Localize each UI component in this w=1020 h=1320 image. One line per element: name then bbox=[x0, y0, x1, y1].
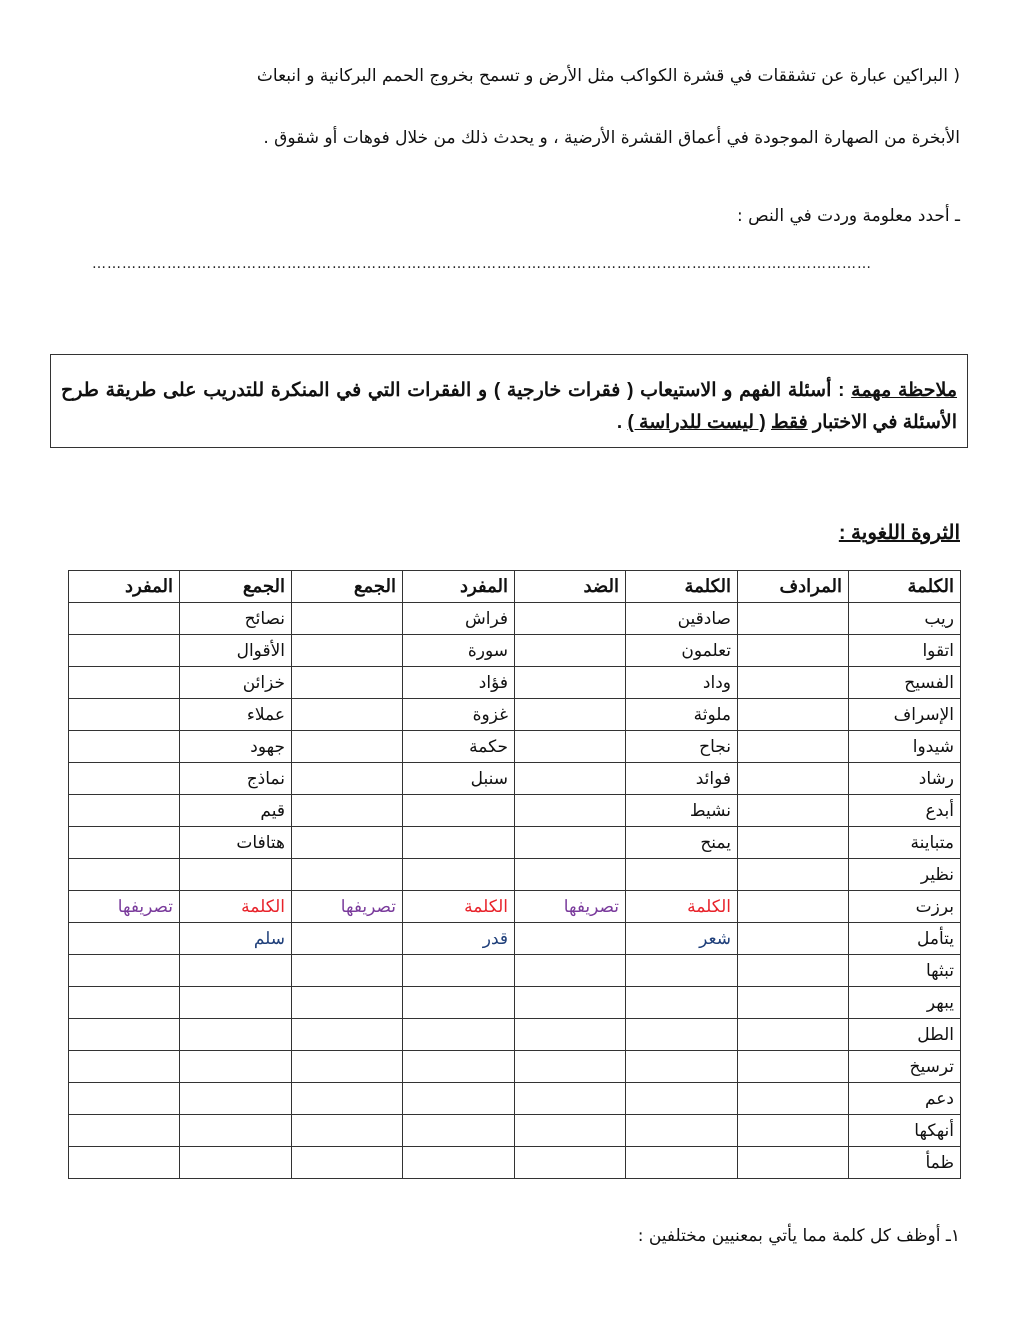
table-row bbox=[69, 635, 961, 667]
table-row bbox=[69, 987, 961, 1019]
table-row bbox=[69, 795, 961, 827]
table-cell[interactable] bbox=[515, 763, 626, 795]
table-row bbox=[69, 955, 961, 987]
table-cell: عملاء bbox=[180, 699, 292, 731]
table-cell[interactable] bbox=[180, 987, 292, 1019]
table-cell: حكمة bbox=[403, 731, 515, 763]
table-cell[interactable] bbox=[69, 635, 180, 667]
table-cell[interactable] bbox=[180, 1051, 292, 1083]
table-cell[interactable] bbox=[738, 795, 849, 827]
table-cell[interactable] bbox=[69, 955, 180, 987]
table-row bbox=[69, 923, 961, 955]
table-cell: الكلمة bbox=[180, 891, 292, 923]
table-cell: ريب bbox=[849, 603, 961, 635]
table-cell[interactable] bbox=[292, 795, 403, 827]
table-cell[interactable] bbox=[515, 731, 626, 763]
table-cell: شيدوا bbox=[849, 731, 961, 763]
table-cell[interactable] bbox=[738, 923, 849, 955]
table-cell[interactable] bbox=[403, 1083, 515, 1115]
table-cell: شعر bbox=[626, 923, 738, 955]
table-cell: سورة bbox=[403, 635, 515, 667]
table-cell: غزوة bbox=[403, 699, 515, 731]
table-cell[interactable] bbox=[626, 1019, 738, 1051]
table-cell[interactable] bbox=[738, 731, 849, 763]
table-cell[interactable] bbox=[626, 1147, 738, 1179]
table-cell[interactable] bbox=[69, 827, 180, 859]
note-text: : أسئلة الفهم و الاستيعاب ( فقرات خارجية ) و الفقرات التي في المنكرة للتدريب على طريقة طرح الأسئلة في الاختبار bbox=[61, 380, 957, 433]
table-row bbox=[69, 827, 961, 859]
table-cell: فوائد bbox=[626, 763, 738, 795]
table-row bbox=[69, 603, 961, 635]
table-cell: برزت bbox=[849, 891, 961, 923]
table-cell: قيم bbox=[180, 795, 292, 827]
table-cell: يبهر bbox=[849, 987, 961, 1019]
note-not-for-study: ( ليست للدراسة ) bbox=[627, 412, 766, 433]
table-cell[interactable] bbox=[738, 1115, 849, 1147]
table-row bbox=[69, 1083, 961, 1115]
answer-dotted-line[interactable]: ………………………………………………………………………………………………………………………………………… bbox=[92, 256, 872, 272]
table-cell[interactable] bbox=[69, 795, 180, 827]
table-cell[interactable] bbox=[738, 1019, 849, 1051]
table-cell[interactable] bbox=[180, 955, 292, 987]
table-cell: أبدع bbox=[849, 795, 961, 827]
final-question: ١ـ أوظف كل كلمة مما يأتي بمعنيين مختلفين : bbox=[637, 1226, 960, 1246]
table-body bbox=[69, 603, 961, 1179]
table-cell: نشيط bbox=[626, 795, 738, 827]
table-cell: سلم bbox=[180, 923, 292, 955]
table-cell[interactable] bbox=[69, 1147, 180, 1179]
table-cell[interactable] bbox=[292, 1051, 403, 1083]
table-cell[interactable] bbox=[515, 859, 626, 891]
table-cell[interactable] bbox=[738, 763, 849, 795]
table-cell: نجاح bbox=[626, 731, 738, 763]
table-cell[interactable] bbox=[515, 827, 626, 859]
table-cell[interactable] bbox=[69, 603, 180, 635]
table-cell[interactable] bbox=[69, 763, 180, 795]
table-cell: الكلمة bbox=[403, 891, 515, 923]
table-cell[interactable] bbox=[292, 955, 403, 987]
table-cell: ظمأ bbox=[849, 1147, 961, 1179]
table-cell[interactable] bbox=[292, 1115, 403, 1147]
paragraph-line-2: الأبخرة من الصهارة الموجودة في أعماق القشرة الأرضية ، و يحدث ذلك من خلال فوهات أو شقوق . bbox=[263, 128, 960, 148]
table-cell[interactable] bbox=[738, 987, 849, 1019]
table-cell[interactable] bbox=[738, 667, 849, 699]
table-row bbox=[69, 891, 961, 923]
table-cell[interactable] bbox=[515, 923, 626, 955]
table-cell: تصريفها bbox=[292, 891, 403, 923]
table-row bbox=[69, 1019, 961, 1051]
table-cell[interactable] bbox=[69, 1083, 180, 1115]
table-header-cell: الكلمة bbox=[849, 571, 961, 603]
table-cell[interactable] bbox=[69, 667, 180, 699]
table-cell[interactable] bbox=[69, 1051, 180, 1083]
table-cell[interactable] bbox=[292, 603, 403, 635]
table-cell[interactable] bbox=[69, 699, 180, 731]
table-cell[interactable] bbox=[515, 699, 626, 731]
table-cell[interactable] bbox=[292, 1147, 403, 1179]
table-cell: اتقوا bbox=[849, 635, 961, 667]
table-cell: الكلمة bbox=[626, 891, 738, 923]
table-cell[interactable] bbox=[626, 859, 738, 891]
table-cell: ترسيخ bbox=[849, 1051, 961, 1083]
table-cell[interactable] bbox=[69, 731, 180, 763]
table-cell: فؤاد bbox=[403, 667, 515, 699]
table-cell[interactable] bbox=[403, 987, 515, 1019]
table-cell[interactable] bbox=[180, 1147, 292, 1179]
table-cell: رشاد bbox=[849, 763, 961, 795]
table-cell[interactable] bbox=[403, 1051, 515, 1083]
table-cell: الأقوال bbox=[180, 635, 292, 667]
table-cell[interactable] bbox=[738, 955, 849, 987]
table-cell[interactable] bbox=[738, 859, 849, 891]
table-cell: صادقين bbox=[626, 603, 738, 635]
table-cell[interactable] bbox=[403, 795, 515, 827]
paragraph-line-1: ( البراكين عبارة عن تشققات في قشرة الكواكب مثل الأرض و تسمح بخروج الحمم البركانية و انبعاث bbox=[256, 66, 960, 86]
table-cell[interactable] bbox=[626, 1115, 738, 1147]
table-cell: أنهكها bbox=[849, 1115, 961, 1147]
table-row bbox=[69, 731, 961, 763]
table-cell[interactable] bbox=[292, 699, 403, 731]
table-cell[interactable] bbox=[515, 1051, 626, 1083]
table-cell[interactable] bbox=[403, 1147, 515, 1179]
question-identify-info: ـ أحدد معلومة وردت في النص : bbox=[737, 206, 960, 226]
note-end: . bbox=[616, 412, 628, 433]
table-cell[interactable] bbox=[292, 923, 403, 955]
table-cell[interactable] bbox=[515, 667, 626, 699]
table-row bbox=[69, 859, 961, 891]
table-cell: جهود bbox=[180, 731, 292, 763]
note-label: ملاحظة مهمة bbox=[851, 380, 958, 401]
table-cell[interactable] bbox=[626, 1083, 738, 1115]
table-cell[interactable] bbox=[626, 955, 738, 987]
table-cell[interactable] bbox=[738, 1051, 849, 1083]
table-cell: نصائح bbox=[180, 603, 292, 635]
important-note-box bbox=[50, 354, 968, 448]
table-cell[interactable] bbox=[292, 859, 403, 891]
section-title-vocabulary: الثروة اللغوية : bbox=[838, 522, 960, 544]
table-header-cell: الكلمة bbox=[626, 571, 738, 603]
table-cell[interactable] bbox=[515, 1019, 626, 1051]
table-cell: تصريفها bbox=[515, 891, 626, 923]
table-cell: سنبل bbox=[403, 763, 515, 795]
table-cell[interactable] bbox=[515, 1083, 626, 1115]
table-cell[interactable] bbox=[69, 1115, 180, 1147]
table-cell: تبثها bbox=[849, 955, 961, 987]
table-cell: الفسيح bbox=[849, 667, 961, 699]
table-cell[interactable] bbox=[738, 891, 849, 923]
table-cell[interactable] bbox=[738, 827, 849, 859]
table-cell[interactable] bbox=[515, 987, 626, 1019]
table-cell[interactable] bbox=[69, 923, 180, 955]
table-cell: متباينة bbox=[849, 827, 961, 859]
table-cell[interactable] bbox=[626, 1051, 738, 1083]
vocabulary-table bbox=[68, 570, 961, 1179]
table-cell: تصريفها bbox=[69, 891, 180, 923]
table-row bbox=[69, 1051, 961, 1083]
table-cell: الطل bbox=[849, 1019, 961, 1051]
table-cell[interactable] bbox=[738, 603, 849, 635]
table-cell[interactable] bbox=[403, 827, 515, 859]
table-row bbox=[69, 1147, 961, 1179]
table-cell: نظير bbox=[849, 859, 961, 891]
table-cell[interactable] bbox=[403, 1019, 515, 1051]
table-cell[interactable] bbox=[292, 987, 403, 1019]
table-cell[interactable] bbox=[515, 603, 626, 635]
table-cell: الإسراف bbox=[849, 699, 961, 731]
table-cell[interactable] bbox=[738, 635, 849, 667]
table-cell[interactable] bbox=[180, 1083, 292, 1115]
table-cell[interactable] bbox=[292, 827, 403, 859]
table-row bbox=[69, 1115, 961, 1147]
table-cell[interactable] bbox=[69, 859, 180, 891]
table-header-cell: الضد bbox=[515, 571, 626, 603]
table-cell[interactable] bbox=[180, 859, 292, 891]
table-header-cell: الجمع bbox=[180, 571, 292, 603]
table-cell[interactable] bbox=[515, 635, 626, 667]
table-cell[interactable] bbox=[738, 1083, 849, 1115]
table-cell: يمنح bbox=[626, 827, 738, 859]
table-cell[interactable] bbox=[626, 987, 738, 1019]
table-cell[interactable] bbox=[69, 987, 180, 1019]
table-cell: هتافات bbox=[180, 827, 292, 859]
table-cell[interactable] bbox=[403, 955, 515, 987]
table-cell[interactable] bbox=[738, 1147, 849, 1179]
table-cell: يتأمل bbox=[849, 923, 961, 955]
table-cell: دعم bbox=[849, 1083, 961, 1115]
table-header-cell: المفرد bbox=[403, 571, 515, 603]
table-cell[interactable] bbox=[292, 731, 403, 763]
table-cell: خزائن bbox=[180, 667, 292, 699]
table-cell[interactable] bbox=[515, 795, 626, 827]
table-cell[interactable] bbox=[403, 859, 515, 891]
table-cell: وداد bbox=[626, 667, 738, 699]
table-header-cell: المفرد bbox=[69, 571, 180, 603]
table-header-cell: الجمع bbox=[292, 571, 403, 603]
table-cell[interactable] bbox=[292, 1083, 403, 1115]
table-cell: فراش bbox=[403, 603, 515, 635]
table-cell: تعلمون bbox=[626, 635, 738, 667]
table-cell[interactable] bbox=[292, 763, 403, 795]
table-cell[interactable] bbox=[180, 1115, 292, 1147]
table-row bbox=[69, 667, 961, 699]
table-cell[interactable] bbox=[515, 955, 626, 987]
table-cell[interactable] bbox=[515, 1147, 626, 1179]
table-cell: قدر bbox=[403, 923, 515, 955]
table-cell[interactable] bbox=[515, 1115, 626, 1147]
table-cell[interactable] bbox=[292, 1019, 403, 1051]
table-cell: نماذج bbox=[180, 763, 292, 795]
table-cell[interactable] bbox=[738, 699, 849, 731]
table-cell[interactable] bbox=[292, 667, 403, 699]
note-only: فقط bbox=[770, 412, 808, 433]
table-header-row bbox=[69, 571, 961, 603]
table-cell[interactable] bbox=[180, 1019, 292, 1051]
table-header-cell: المرادف bbox=[738, 571, 849, 603]
table-cell[interactable] bbox=[403, 1115, 515, 1147]
table-cell[interactable] bbox=[69, 1019, 180, 1051]
table-cell[interactable] bbox=[292, 635, 403, 667]
table-row bbox=[69, 763, 961, 795]
table-cell: ملوثة bbox=[626, 699, 738, 731]
table-row bbox=[69, 699, 961, 731]
